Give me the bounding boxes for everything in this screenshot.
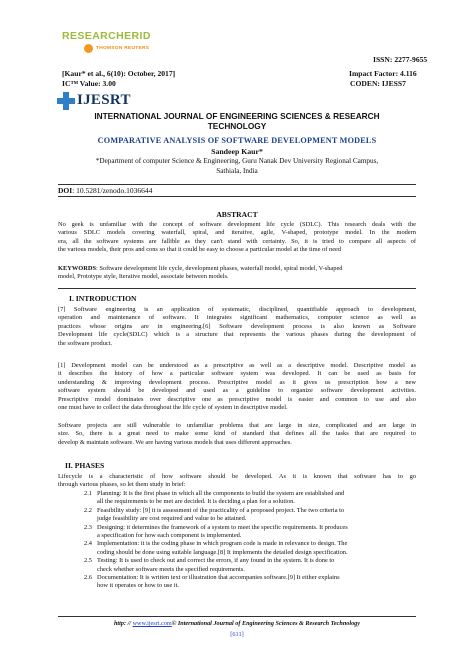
list-item: 2.5 Testing: It is used to check out and correct the errors, if any found in the system. It is done to check whether software meets the specified requirements. <box>84 557 335 573</box>
journal-website-link[interactable]: www.ijesrt.com <box>132 620 172 627</box>
abstract-heading: ABSTRACT <box>216 210 258 219</box>
issn: ISSN: 2277-9655 <box>373 55 428 64</box>
phases-list <box>84 490 416 591</box>
list-item: 2.3 Designing: it determines the framework of a system to meet the specific requirements. It produces a specification for how each component is implemented. <box>84 523 348 540</box>
author: Sandeep Kaur* <box>211 147 263 156</box>
thomson-reuters-label: THOMSON REUTERS <box>96 46 150 51</box>
affiliation: *Department of computer Science & Engineering, Guru Nanak Dev University Regional Campus, Sathiala, India <box>95 157 379 175</box>
citation-info: [Kaur* et al., 6(10): October, 2017] <box>62 69 176 78</box>
ic-value: IC™ Value: 3.00 <box>62 79 116 88</box>
intro-paragraph-3: Software projects are still vulnerable to unfamiliar problems that are large in size, complicated and are large in size. So, there is a great need to make some kind of standard that defines all the tasks that are required to develop & maintain software. We are having various models that uses different approaches. <box>58 422 416 446</box>
list-item: 2.4 Implementation: it is the coding phase in which program code is made in relevance to design. The coding should be done using suitable language.[8] It implements the detailed design specification. <box>84 540 348 556</box>
phases-intro: Lifecycle is a characteristic of how software should be developed. As it is known that software has to go through various phases, so let them study in brief: <box>58 473 416 489</box>
coden: CODEN: IJESS7 <box>350 79 406 88</box>
footer-divider <box>58 616 416 617</box>
divider <box>58 184 416 185</box>
researcherid-logo: RESEARCHERID <box>62 30 151 42</box>
intro-paragraph-1: [7] Software engineering is an application of systematic, disciplined, quantifiable approach to development, operation and maintenance of software. It integrates significant mathematics, computer science as well as practices whose origins are in engineering.[6] Software development process is also known as Software Development life cycle(SDLC) which is a structure that represents the various phases during the development of the software product. <box>58 306 416 347</box>
paper-title: COMPARATIVE ANALYSIS OF SOFTWARE DEVELOPMENT MODELS <box>97 136 377 145</box>
impact-factor: Impact Factor: 4.116 <box>349 69 417 78</box>
abstract-text: No geek is unfamiliar with the concept of software development life cycle (SDLC). This research deals with the various SDLC models covering waterfall, spiral, and iterative, agile, V-shaped, prototype model. In the modern era, all the software systems are fallible as they can't stand with certainty. So, it is tried to compare all aspects of the various models, their pros and cons so that it could be easy to choose a particular model at the time of need <box>58 221 416 254</box>
list-item: 2.6 Documentation: It is written text or illustration that accompanies software.[9] It either explains how it operates or how to use it. <box>84 574 340 590</box>
introduction-heading: I. INTRODUCTION <box>69 294 137 303</box>
list-item: 2.1 Planning: It is the first phase in which all the components to build the system are established and all the requirements to be met are decided. It is deciding a plan for a solution. <box>84 490 345 506</box>
thomson-reuters-icon <box>84 44 93 53</box>
journal-abbreviation: IJESRT <box>77 92 131 108</box>
list-item: 2.2 Feasibility study: [9] it is assessment of the practicality of a proposed project. The two criteria to judge feasibility are cost required and value to be attained. <box>84 506 345 523</box>
doi: DOI: 10.5281/zenodo.1036644 <box>58 186 153 195</box>
intro-paragraph-2: [1] Development model can be understood as a prescriptive as well as a descriptive model. Descriptive model as it describes the history of how a particular software system was developed. It can be used as basis for understanding & improving development process. Prescriptive model as it gives us prescription how a new software system should be developed and used as a guideline to organize software development activities. Prescriptive model dominates over descriptive one as prescriptive model is easier and common to use and also one must have to collect the data throughout the life cycle of system in descriptive model. <box>58 362 416 412</box>
journal-name: INTERNATIONAL JOURNAL OF ENGINEERING SCIENCES & RESEARCH TECHNOLOGY <box>94 111 380 131</box>
journal-plus-icon <box>57 92 75 110</box>
footer: http: // www.ijesrt.com© International Journal of Engineering Sciences & Research Technology <box>113 620 361 627</box>
thomson-reuters-logo <box>84 44 149 53</box>
divider <box>58 196 416 197</box>
keywords: KEYWORDS: Software development life cycle, development phases, waterfall model, spiral model, V-shaped model, Prototype style, Iterative model, associate between models. <box>58 265 343 281</box>
divider <box>58 288 416 289</box>
page-number: [611] <box>230 631 244 638</box>
phases-heading: II. PHASES <box>65 461 105 470</box>
